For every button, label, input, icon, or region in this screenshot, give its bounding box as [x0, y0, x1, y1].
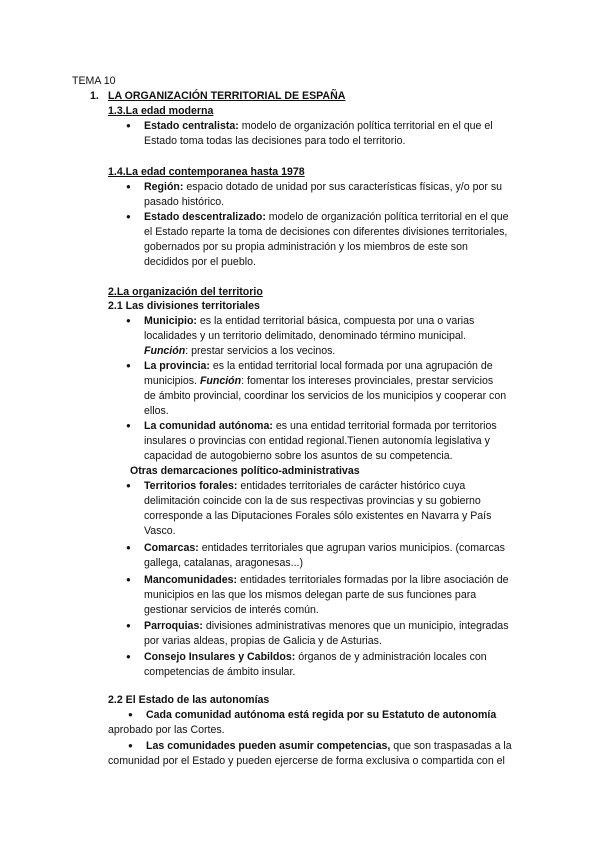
text-line: el Estado reparte la toma de decisiones con diferentes divisiones territoriales, — [144, 226, 508, 238]
text: órganos de y administración locales con — [295, 651, 487, 663]
text-line: gobernados por su propia administración y los miembros de este son — [144, 241, 468, 253]
bullet-region — [144, 180, 502, 194]
term-comunidad-autonoma: La comunidad autónoma: — [144, 420, 273, 432]
bullet-estado-centralista — [144, 119, 493, 133]
text-line: ellos. — [144, 405, 169, 417]
section-2-2-heading: 2.2 El Estado de las autonomías — [108, 694, 270, 706]
term-consejo-insulares: Consejo Insulares y Cabildos: — [144, 651, 296, 663]
text: es la entidad territorial local formada por una agrupación de — [209, 360, 493, 372]
section-1-3-heading: 1.3.La edad moderna — [108, 105, 214, 117]
bold-text: Cada comunidad autónoma está regida por su Estatuto de autonomía — [146, 709, 497, 721]
text: entidades territoriales de carácter histórico cuya — [237, 480, 466, 492]
tema-label: TEMA 10 — [72, 75, 116, 87]
bullet-provincia — [144, 359, 493, 373]
paragraph-competencias — [146, 739, 512, 753]
term-territorios-forales: Territorios forales: — [144, 480, 238, 492]
bullet-parroquias — [144, 619, 509, 633]
term-estado-descentralizado: Estado descentralizado: — [144, 211, 266, 223]
section-2-heading: 2.La organización del territorio — [108, 286, 263, 298]
paragraph-estatuto — [146, 708, 496, 722]
text-line: Vasco. — [144, 525, 176, 537]
text-line: comunidad por el Estado y pueden ejercerse de forma exclusiva o compartida con el — [108, 755, 505, 767]
text: espacio dotado de unidad por sus características físicas, y/o por su — [183, 181, 503, 193]
bullet-mancomunidades — [144, 573, 508, 587]
text-line: localidades y un territorio delimitado, denominado término municipal. — [144, 330, 467, 342]
term-mancomunidades: Mancomunidades: — [144, 574, 238, 586]
text: es una entidad territorial formada por territorios — [272, 420, 497, 432]
section-2-1-heading: 2.1 Las divisiones territoriales — [108, 300, 260, 312]
text-line: por varias aldeas, propias de Galicia y de Asturias. — [144, 635, 382, 647]
text-line: municipios en las que los mismos delegan parte de sus funciones para — [144, 589, 477, 601]
section-1-4-heading: 1.4.La edad contemporanea hasta 1978 — [108, 166, 305, 178]
funcion-label: Función — [199, 375, 242, 387]
text: entidades territoriales que agrupan varios municipios. (comarcas — [198, 542, 505, 554]
text-line: Estado toma todas las decisiones para todo el territorio. — [144, 135, 406, 147]
text: que son traspasadas a la — [390, 740, 512, 752]
term-parroquias: Parroquias: — [144, 620, 203, 632]
text-line: corresponde a las Diputaciones Forales sólo existentes en Navarra y País — [144, 510, 492, 522]
term-comarcas: Comarcas: — [144, 542, 199, 554]
text-line: gallega, catalanas, aragonesas...) — [144, 557, 304, 569]
bullet-municipio — [144, 314, 474, 328]
text-line: competencias de ámbito insular. — [144, 666, 296, 678]
text-line: capacidad de autogobierno sobre los asuntos de su competencia. — [144, 450, 453, 462]
bullet-comunidad-autonoma — [144, 419, 497, 433]
text: modelo de organización política territorial en el que — [265, 211, 509, 223]
text-line: decididos por el pueblo. — [144, 256, 256, 268]
text-line: insulares o provincias con entidad regional.Tienen autonomía legislativa y — [144, 435, 490, 447]
text: es la entidad territorial básica, compuesta por una o varias — [196, 315, 475, 327]
text-line: aprobado por las Cortes. — [108, 724, 225, 736]
main-title: LA ORGANIZACIÓN TERRITORIAL DE ESPAÑA — [108, 90, 346, 102]
text-line — [144, 344, 335, 358]
term-estado-centralista: Estado centralista: — [144, 120, 239, 132]
funcion-label: Función — [144, 345, 186, 357]
bullet-consejo-insulares — [144, 650, 487, 664]
text-line: gestionar servicios de interés común. — [144, 604, 319, 616]
bold-text: Las comunidades pueden asumir competencias, — [146, 740, 391, 752]
text: : prestar servicios a los vecinos. — [185, 345, 336, 357]
bullet-comarcas — [144, 541, 505, 555]
text: modelo de organización política territorial en el que el — [238, 120, 493, 132]
text-line: delimitación coincide con la de sus respectivas provincias y su gobierno — [144, 495, 481, 507]
text-line — [144, 374, 493, 388]
h1-number: 1. — [90, 90, 99, 102]
text: : fomentar los intereses provinciales, prestar servicios — [241, 375, 494, 387]
text: municipios. — [144, 375, 200, 387]
text: entidades territoriales formadas por la libre asociación de — [237, 574, 509, 586]
text-line: de ámbito provincial, coordinar los servicios de los municipios y cooperar con — [144, 390, 507, 402]
term-region: Región: — [144, 181, 184, 193]
text-line: pasado histórico. — [144, 196, 225, 208]
otras-demarcaciones-heading: Otras demarcaciones político-administrativas — [130, 465, 360, 477]
bullet-territorios-forales — [144, 479, 465, 493]
text: divisiones administrativas menores que un municipio, integradas — [202, 620, 509, 632]
term-municipio: Municipio: — [144, 315, 197, 327]
term-provincia: La provincia: — [144, 360, 210, 372]
bullet-estado-descentralizado — [144, 210, 508, 224]
